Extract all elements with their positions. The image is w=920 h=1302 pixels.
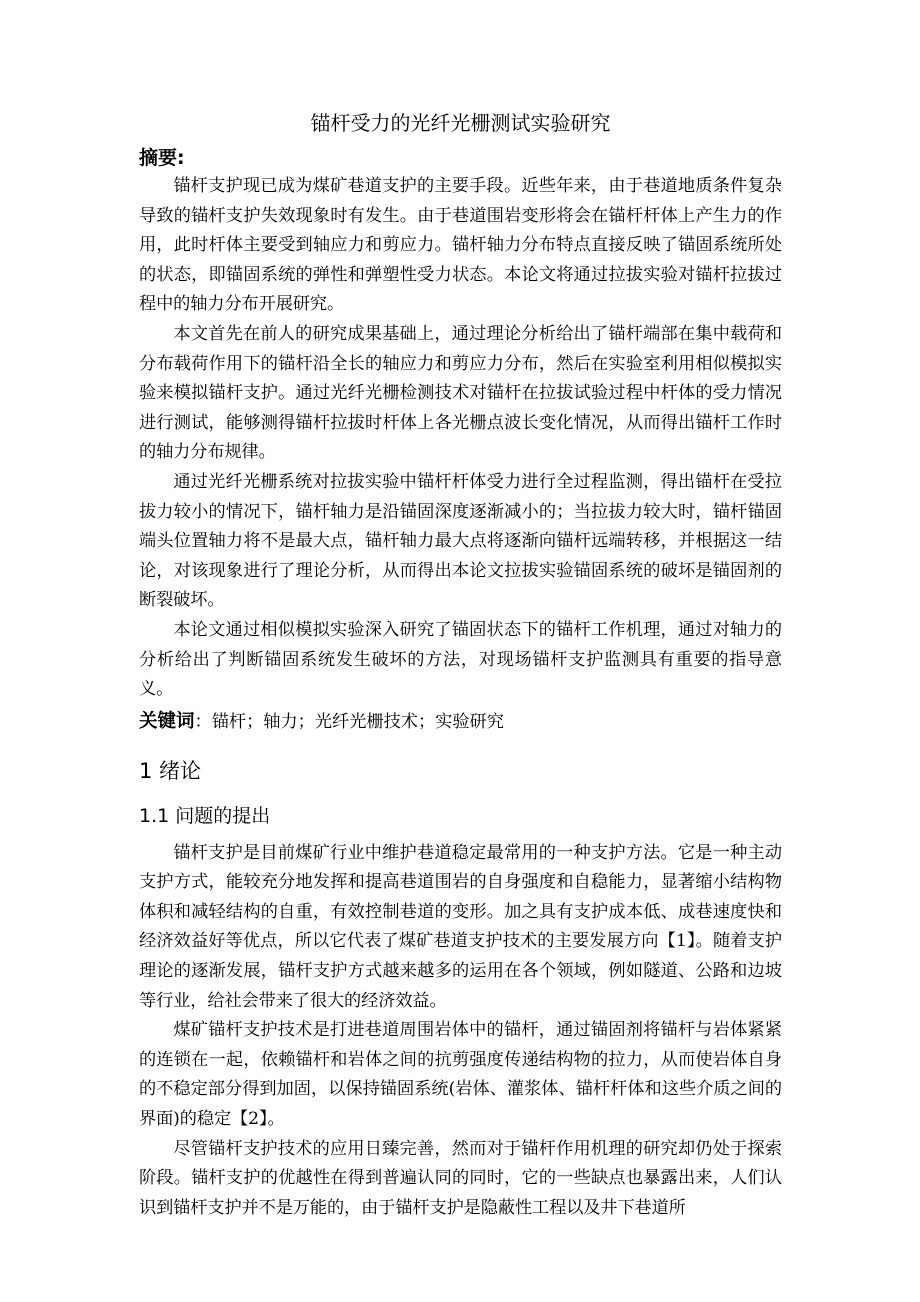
chapter-heading: 1 绪论 — [139, 758, 202, 783]
keywords-text: ：锚杆；轴力；光纤光栅技术；实验研究 — [194, 711, 504, 732]
abstract-paragraph: 本文首先在前人的研究成果基础上，通过理论分析给出了锚杆端部在集中载荷和分布载荷作用下的锚杆沿全长的轴应力和剪应力分布，然后在实验室利用相似模拟实验来模拟锚杆支护。通过光纤光栅检测技术对锚杆在拉拔试验过程中杆体的受力情况进行测试，能够测得锚杆拉拔时杆体上各光栅点波长变化情况，从而得出锚杆工作时的轴力分布规律。 — [139, 323, 782, 463]
section-heading: 1.1 问题的提出 — [139, 804, 271, 827]
abstract-paragraph: 本论文通过相似模拟实验深入研究了锚固状态下的锚杆工作机理，通过对轴力的分析给出了判断锚固系统发生破坏的方法，对现场锚杆支护监测具有重要的指导意义。 — [139, 619, 782, 700]
abstract-paragraph: 锚杆支护现已成为煤矿巷道支护的主要手段。近些年来，由于巷道地质条件复杂导致的锚杆支护失效现象时有发生。由于巷道围岩变形将会在锚杆杆体上产生力的作用，此时杆体主要受到轴应力和剪应力。锚杆轴力分布特点直接反映了锚固系统所处的状态，即锚固系统的弹性和弹塑性受力状态。本论文将通过拉拔实验对锚杆拉拔过程中的轴力分布开展研究。 — [139, 176, 782, 315]
document-page — [139, 108, 782, 1223]
body-paragraph: 尽管锚杆支护技术的应用日臻完善，然而对于锚杆作用机理的研究却仍处于探索阶段。锚杆支护的优越性在得到普遍认同的同时，它的一些缺点也暴露出来，人们认识到锚杆支护并不是万能的，由于锚杆支护是隐蔽性工程以及井下巷道所 — [139, 1138, 782, 1218]
body-paragraph: 煤矿锚杆支护技术是打进巷道周围岩体中的锚杆，通过锚固剂将锚杆与岩体紧紧的连锁在一起，依赖锚杆和岩体之间的抗剪强度传递结构物的拉力，从而使岩体自身的不稳定部分得到加固，以保持锚固系统(岩体、灌浆体、锚杆杆体和这些介质之间的界面)的稳定【2】。 — [139, 1020, 782, 1130]
keywords-line — [139, 707, 782, 737]
keywords-label: 关键词 — [139, 710, 195, 732]
abstract-paragraph: 通过光纤光栅系统对拉拔实验中锚杆杆体受力进行全过程监测，得出锚杆在受拉拔力较小的情况下，锚杆轴力是沿锚固深度逐渐减小的；当拉拔力较大时，锚杆锚固端头位置轴力将不是最大点，锚杆轴力最大点将逐渐向锚杆远端转移，并根据这一结论，对该现象进行了理论分析，从而得出本论文拉拔实验锚固系统的破坏是锚固剂的断裂破坏。 — [139, 471, 782, 611]
body-paragraph: 锚杆支护是目前煤矿行业中维护巷道稳定最常用的一种支护方法。它是一种主动支护方式，能较充分地发挥和提高巷道围岩的自身强度和自稳能力，显著缩小结构物体积和减轻结构的自重，有效控制巷道的变形。加之具有支护成本低、成巷速度快和经济效益好等优点，所以它代表了煤矿巷道支护技术的主要发展方向【1】。随着支护理论的逐渐发展，锚杆支护方式越来越多的运用在各个领域，例如隧道、公路和边坡等行业，给社会带来了很大的经济效益。 — [139, 842, 782, 1011]
paper-title: 锚杆受力的光纤光栅测试实验研究 — [310, 111, 611, 135]
abstract-heading: 摘要: — [139, 147, 185, 169]
